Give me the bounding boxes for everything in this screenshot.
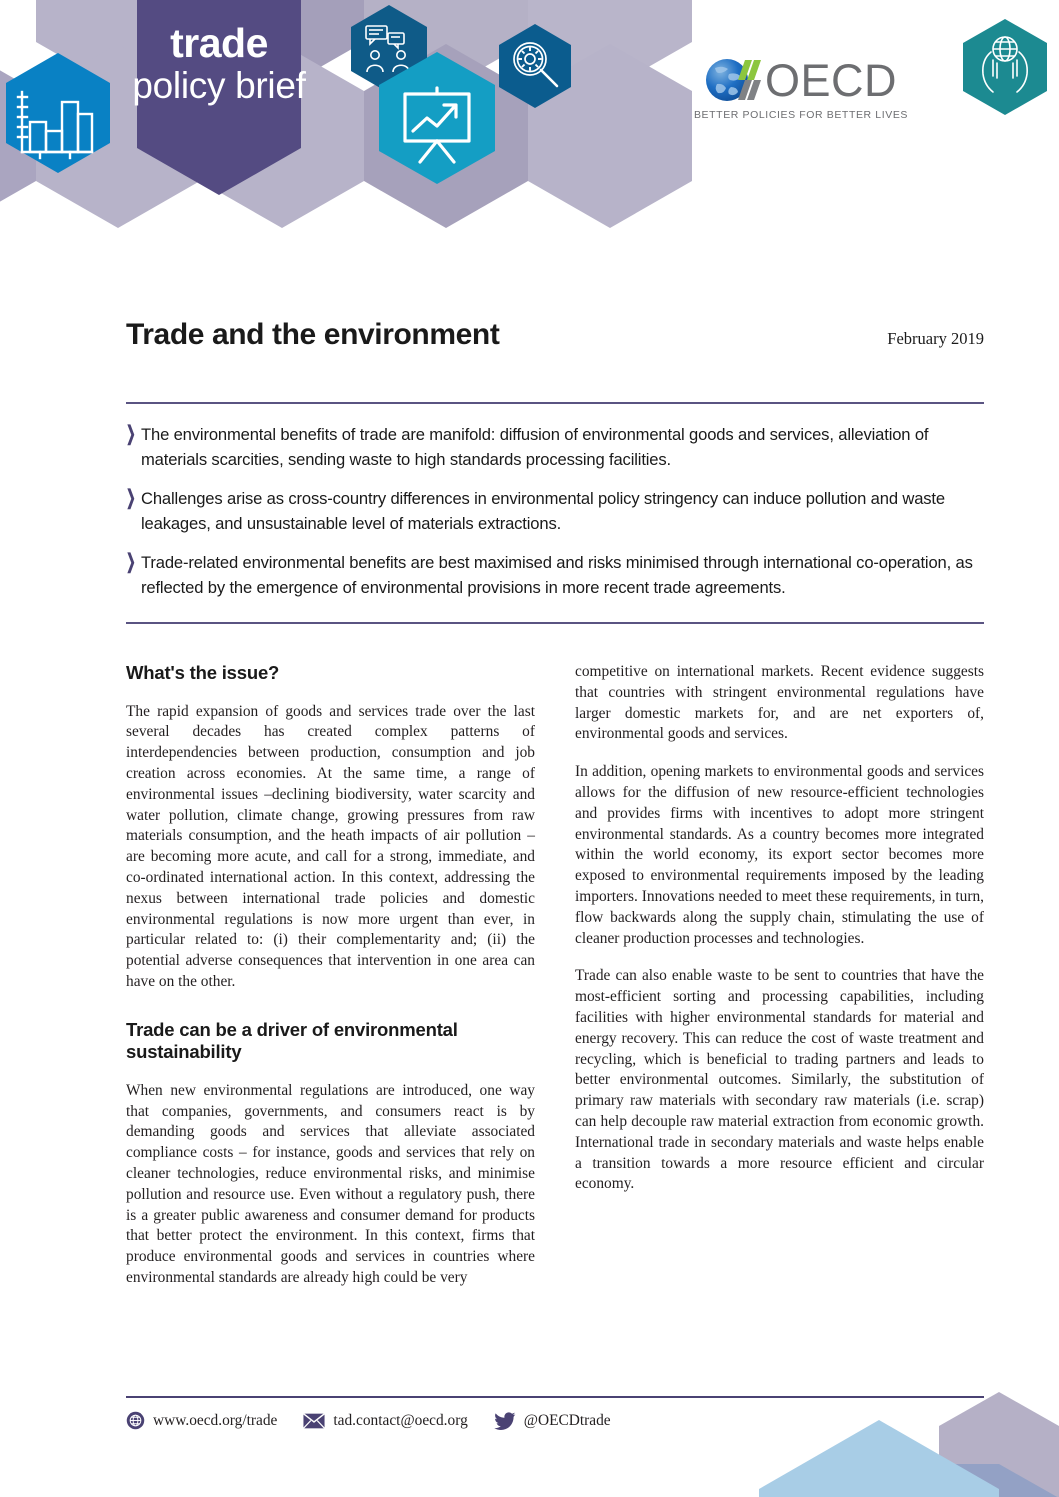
oecd-logo (688, 54, 914, 121)
footer-twitter[interactable] (494, 1412, 611, 1430)
footer-email[interactable] (303, 1412, 467, 1430)
footer-divider (126, 1396, 984, 1398)
page-title: Trade and the environment (126, 318, 500, 351)
footer-twitter-text: @OECDtrade (523, 1411, 611, 1429)
key-message-item (126, 486, 984, 536)
brand-title-line1: trade (170, 20, 268, 66)
chevron-right-icon: ❯ (126, 551, 136, 574)
column-left (126, 662, 535, 1289)
footer-website-text: www.oecd.org/trade (153, 1411, 278, 1429)
article-columns (126, 624, 984, 1289)
page-body (0, 290, 1059, 1289)
key-message-item (126, 422, 984, 472)
paragraph: Trade can also enable waste to be sent to countries that have the most-efficient sorting and processing capabilities, including facilities with higher environmental standards for material and energy recovery. This can reduce the cost of waste treatment and recycling, which is beneficial to trading partners and leads to better environmental outcomes. Similarly, the substitution of primary raw materials with secondary raw materials (i.e. scrap) can help decouple raw material extraction from economic growth. International trade in secondary materials and waste helps enable a transition towards a more resource efficient and circular economy. (575, 967, 984, 1193)
section-heading-driver: Trade can be a driver of environmental sustainability (126, 1018, 458, 1063)
twitter-bird-icon (494, 1412, 516, 1430)
key-messages (126, 404, 984, 600)
brand-title-line2: policy brief (132, 64, 306, 106)
oecd-globe-icon (705, 54, 763, 106)
globe-icon (126, 1411, 145, 1430)
column-right (575, 662, 984, 1289)
paragraph: competitive on international markets. Recent evidence suggests that countries with stringent environmental regulations have larger domestic markets for, and are net exporters of, environmental goods and services. (575, 663, 984, 743)
key-message-text: Challenges arise as cross-country differences in environmental policy stringency can induce pollution and waste leakages, and unsustainable level of materials extractions. (141, 489, 945, 533)
header-banner (0, 0, 1059, 290)
title-row (126, 290, 984, 352)
oecd-tagline: BETTER POLICIES FOR BETTER LIVES (693, 109, 909, 121)
footer-contacts (126, 1411, 637, 1430)
section-heading-issue: What's the issue? (126, 662, 280, 683)
key-message-text: The environmental benefits of trade are manifold: diffusion of environmental goods and services, alleviation of materials scarcities, sending waste to high standards processing facilities. (141, 425, 929, 469)
oecd-wordmark: OECD (764, 54, 897, 106)
paragraph: When new environmental regulations are introduced, one way that companies, governments, and consumers react is by demanding goods and services that alleviate associated compliance costs – for instance, goods and services that rely on cleaner technologies, reduce environmental risks, and minimise pollution and resource use. Even without a regulatory push, there is a greater public awareness and consumer demand for products that better protect the environment. In this context, firms that produce environmental goods and services in countries where environmental standards are already high could be very (126, 1081, 535, 1287)
publication-date: February 2019 (887, 329, 984, 348)
key-message-text: Trade-related environmental benefits are best maximised and risks minimised through international co-operation, as reflected by the emergence of environmental provisions in more recent trade agreements. (141, 553, 973, 597)
paragraph: In addition, opening markets to environmental goods and services allows for the diffusion of new resource-efficient technologies and provides firms with incentives to adopt more stringent environmental standards. As a country becomes more integrated within the world economy, its export sector becomes more exposed to environmental requirements imposed by the leading importers. Innovations needed to meet these requirements, in turn, flow backwards along the supply chain, stimulating the use of cleaner production processes and technologies. (575, 763, 984, 947)
key-message-item (126, 550, 984, 600)
footer-website[interactable] (126, 1411, 277, 1430)
chevron-right-icon: ❯ (126, 487, 136, 510)
envelope-icon (303, 1413, 325, 1429)
paragraph: The rapid expansion of goods and services trade over the last several decades has created complex patterns of interdependencies between production, consumption and job creation across economies. At the same time, a range of environmental issues –declining biodiversity, water scarcity and water pollution, climate change, growing pressures from raw materials consumption, and the heath impacts of air pollution – are becoming more acute, and call for a strong, immediate, and co-ordinated international action. In this context, addressing the nexus between international trade policies and domestic environmental regulations is now more urgent than ever, in particular related to: (i) their complementarity and; (ii) the potential adverse consequences that intervention in one area can have on the other. (126, 702, 535, 990)
chevron-right-icon: ❯ (126, 423, 136, 446)
footer-email-text: tad.contact@oecd.org (333, 1411, 468, 1429)
